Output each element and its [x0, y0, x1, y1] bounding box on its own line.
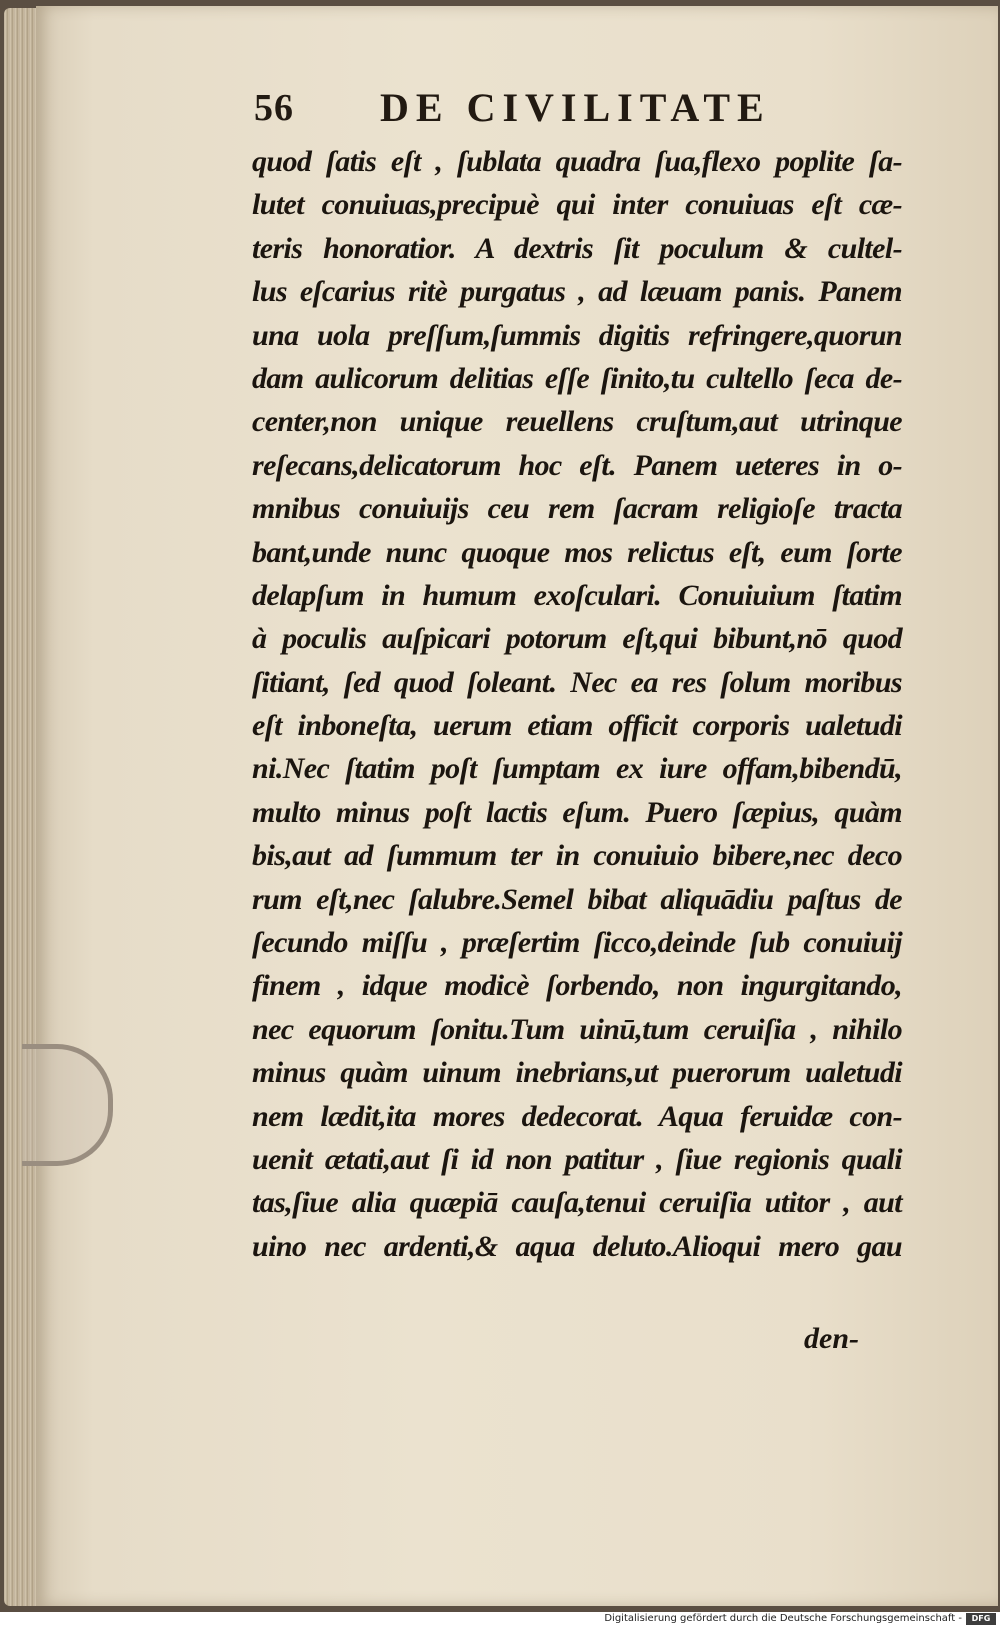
text-line: rum eſt,nec ſalubre.Semel bibat aliquādiu paſtus de: [252, 882, 902, 916]
bookmark-ribbon: [22, 1044, 113, 1166]
text-line: mnibus conuiuijs ceu rem ſacram religioſe tracta: [252, 492, 902, 526]
text-line: lutet conuiuas,precipuè qui inter conuiuas eſt cæ-: [252, 188, 902, 222]
text-line: uenit ætati,aut ſi id non patitur , ſiue regionis quali: [252, 1142, 902, 1176]
text-line: ni.Nec ſtatim poſt ſumptam ex iure offam,bibendū,: [252, 752, 902, 786]
text-line: multo minus poſt lactis eſum. Puero ſæpius, quàm: [252, 795, 902, 829]
text-line: dam aulicorum delitias eſſe ſinito,tu cultello ſeca de-: [252, 361, 902, 395]
text-line: ſitiant, ſed quod ſoleant. Nec ea res ſolum moribus: [252, 665, 902, 699]
body-text: [252, 140, 902, 1268]
text-line: tas,ſiue alia quæpiā cauſa,tenui ceruiſia utitor , aut: [252, 1186, 902, 1220]
text-line: delapſum in humum exoſculari. Conuiuium ſtatim: [252, 578, 902, 612]
text-line: lus eſcarius ritè purgatus , ad læuam panis. Panem: [252, 275, 902, 309]
text-line: bis,aut ad ſummum ter in conuiuio bibere,nec deco: [252, 839, 902, 873]
text-line: center,non unique reuellens cruſtum,aut utrinque: [252, 405, 902, 439]
text-line: minus quàm uinum inebrians,ut puerorum ualetudi: [252, 1056, 902, 1090]
text-line: bant,unde nunc quoque mos relictus eſt, eum ſorte: [252, 535, 902, 569]
text-line: una uola preſſum,ſummis digitis refringere,quorun: [252, 318, 902, 352]
catchword: den-: [804, 1322, 859, 1355]
text-line: reſecans,delicatorum hoc eſt. Panem ueteres in o-: [252, 448, 902, 482]
text-line: eſt inboneſta, uerum etiam officit corporis ualetudi: [252, 709, 902, 743]
text-line: nec equorum ſonitu.Tum uinū,tum ceruiſia , nihilo: [252, 1012, 902, 1046]
text-line: teris honoratior. A dextris ſit poculum & cultel-: [252, 231, 902, 265]
dfg-logo: DFG: [966, 1613, 996, 1625]
text-line: uino nec ardenti,& aqua deluto.Alioqui mero gau: [252, 1229, 902, 1263]
running-title: DE CIVILITATE: [380, 85, 771, 130]
text-line: à poculis auſpicari potorum eſt,qui bibunt,nō quod: [252, 622, 902, 656]
digitization-note: Digitalisierung gefördert durch die Deutsche Forschungsgemeinschaft -: [604, 1613, 962, 1624]
page-header: [254, 80, 774, 136]
page-number: 56: [254, 87, 294, 129]
text-line: quod ſatis eſt , ſublata quadra ſua,flexo poplite ſa-: [252, 145, 902, 178]
text-line: ſecundo miſſu , præſertim ſicco,deinde ſub conuiuij: [252, 926, 902, 960]
text-line: finem , idque modicè ſorbendo, non ingurgitando,: [252, 969, 902, 1003]
footer-strip: [0, 1612, 1000, 1626]
text-line: nem lædit,ita mores dedecorat. Aqua feruidæ con-: [252, 1099, 902, 1133]
